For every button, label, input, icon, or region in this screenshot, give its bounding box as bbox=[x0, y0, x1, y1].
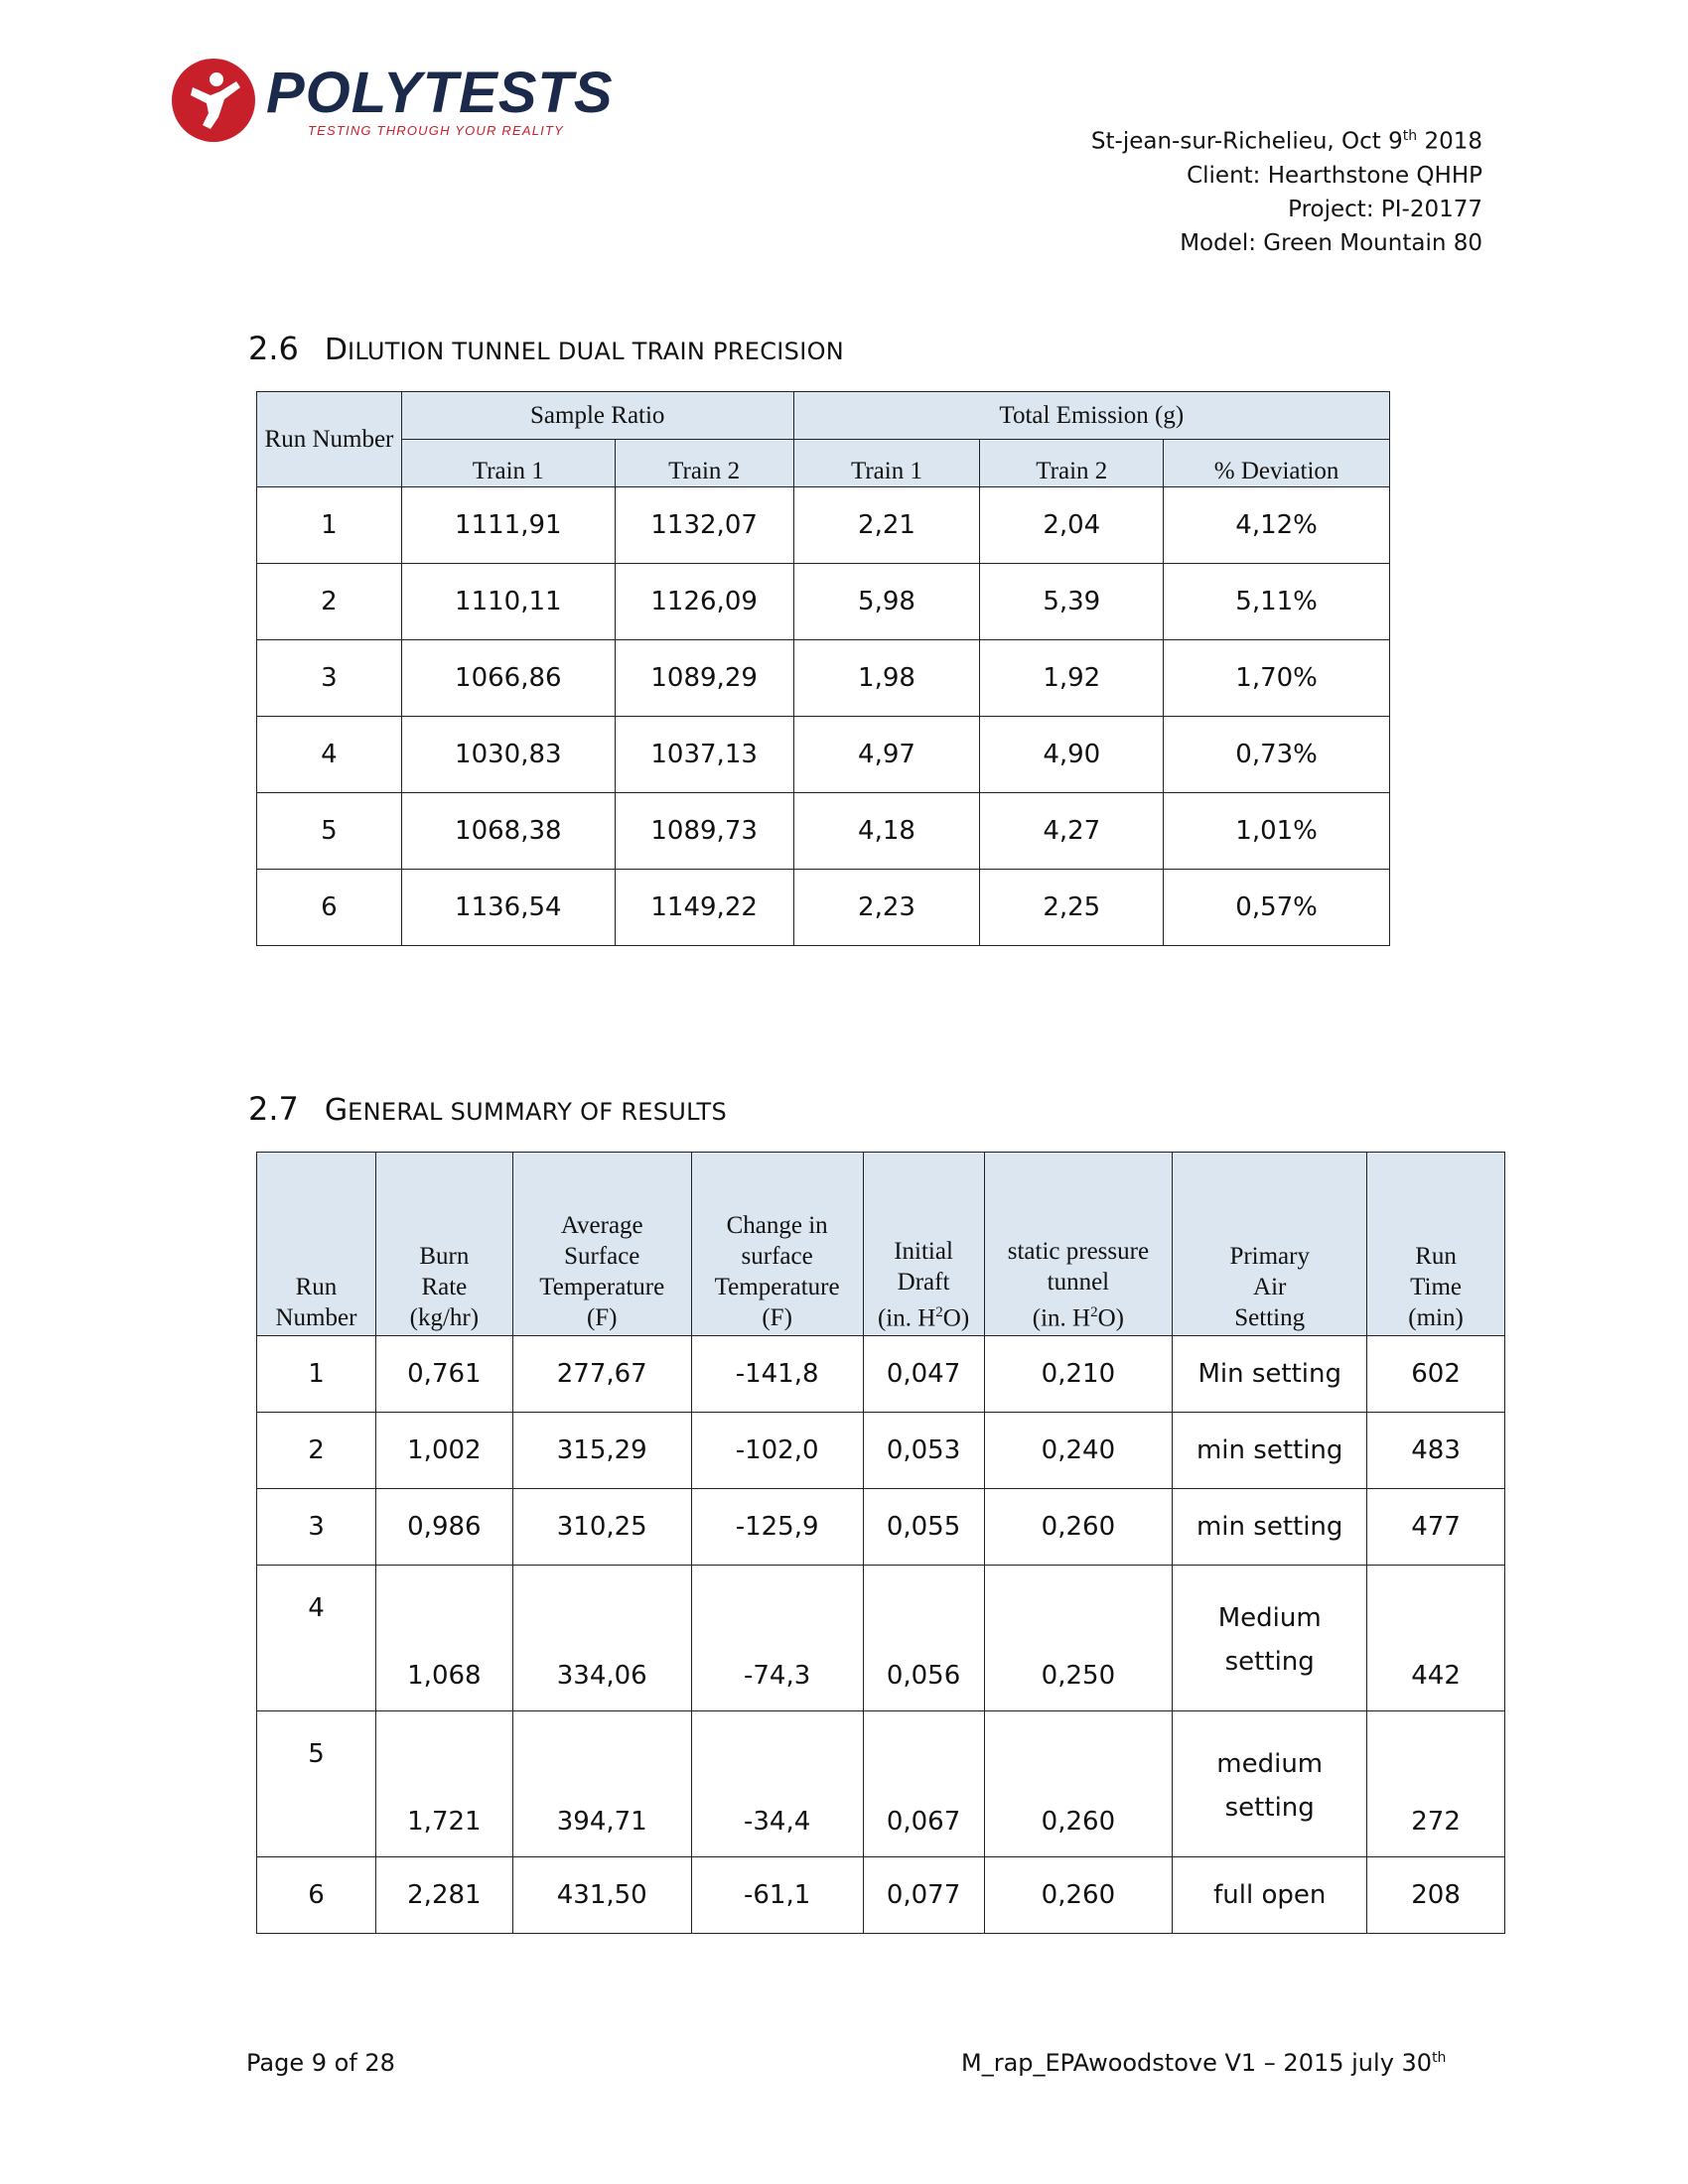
cell: 3 bbox=[257, 1489, 376, 1566]
cell: 1110,11 bbox=[401, 564, 615, 640]
cell: 5 bbox=[257, 1711, 376, 1857]
cell: Min setting bbox=[1173, 1336, 1367, 1413]
cell: 4,27 bbox=[980, 793, 1164, 870]
cell: 602 bbox=[1367, 1336, 1505, 1413]
cell: 4,97 bbox=[793, 717, 980, 793]
cell: 0,250 bbox=[984, 1566, 1173, 1711]
cell: 1,721 bbox=[375, 1711, 512, 1857]
cell: min setting bbox=[1173, 1413, 1367, 1489]
cell: 5,98 bbox=[793, 564, 980, 640]
section-title-dilution: 2.6 DILUTION TUNNEL DUAL TRAIN PRECISION bbox=[248, 330, 845, 367]
col-sr-train2: Train 2 bbox=[615, 440, 793, 487]
table-row bbox=[257, 717, 1390, 793]
cell: 0,210 bbox=[984, 1336, 1173, 1413]
cell: -141,8 bbox=[691, 1336, 863, 1413]
cell: 1,92 bbox=[980, 640, 1164, 717]
table-row bbox=[257, 1489, 1505, 1566]
cell: 0,260 bbox=[984, 1857, 1173, 1934]
cell: 0,067 bbox=[863, 1711, 984, 1857]
cell: 5 bbox=[257, 793, 402, 870]
table-row bbox=[257, 793, 1390, 870]
cell: 0,077 bbox=[863, 1857, 984, 1934]
cell: 1,01% bbox=[1164, 793, 1390, 870]
table-row bbox=[257, 1566, 1505, 1711]
cell: 1126,09 bbox=[615, 564, 793, 640]
cell: 208 bbox=[1367, 1857, 1505, 1934]
cell: 1,068 bbox=[375, 1566, 512, 1711]
cell: 1030,83 bbox=[401, 717, 615, 793]
cell: 1 bbox=[257, 487, 402, 564]
cell: 4,90 bbox=[980, 717, 1164, 793]
col-sr-train1: Train 1 bbox=[401, 440, 615, 487]
cell: 0,761 bbox=[375, 1336, 512, 1413]
cell: 2,21 bbox=[793, 487, 980, 564]
cell: 2,04 bbox=[980, 487, 1164, 564]
col-static-pressure: static pressure tunnel (in. $H^2O$) bbox=[984, 1153, 1173, 1336]
cell: -61,1 bbox=[691, 1857, 863, 1934]
cell: 4,18 bbox=[793, 793, 980, 870]
table-row bbox=[257, 1857, 1505, 1934]
model-line: Model: Green Mountain 80 bbox=[1180, 229, 1482, 256]
cell: 1149,22 bbox=[615, 870, 793, 946]
table-row bbox=[257, 1336, 1505, 1413]
cell: full open bbox=[1173, 1857, 1367, 1934]
section-title-summary: 2.7 GENERAL SUMMARY OF RESULTS bbox=[248, 1090, 728, 1128]
cell: 1132,07 bbox=[615, 487, 793, 564]
document-header bbox=[1091, 119, 1482, 260]
cell: 0,240 bbox=[984, 1413, 1173, 1489]
cell: 272 bbox=[1367, 1711, 1505, 1857]
cell: 277,67 bbox=[512, 1336, 691, 1413]
cell: 310,25 bbox=[512, 1489, 691, 1566]
polytests-logo bbox=[171, 58, 628, 147]
cell: 2,23 bbox=[793, 870, 980, 946]
cell: 394,71 bbox=[512, 1711, 691, 1857]
cell: 2 bbox=[257, 1413, 376, 1489]
cell: 0,57% bbox=[1164, 870, 1390, 946]
cell: 0,056 bbox=[863, 1566, 984, 1711]
col-total-emission: Total Emission (g) bbox=[793, 392, 1389, 440]
cell: Medium setting bbox=[1173, 1566, 1367, 1711]
table-row bbox=[257, 1711, 1505, 1857]
logo-tagline: TESTING THROUGH YOUR REALITY bbox=[308, 123, 564, 138]
cell: 315,29 bbox=[512, 1413, 691, 1489]
cell: 334,06 bbox=[512, 1566, 691, 1711]
cell: -102,0 bbox=[691, 1413, 863, 1489]
table-row bbox=[257, 487, 1390, 564]
dilution-tunnel-table bbox=[256, 391, 1390, 946]
col-avg-surface-temp: Average Surface Temperature (F) bbox=[512, 1153, 691, 1336]
table-row bbox=[257, 564, 1390, 640]
col-burn-rate: Burn Rate (kg/hr) bbox=[375, 1153, 512, 1336]
cell: 477 bbox=[1367, 1489, 1505, 1566]
cell: 1 bbox=[257, 1336, 376, 1413]
cell: min setting bbox=[1173, 1489, 1367, 1566]
cell: 4 bbox=[257, 717, 402, 793]
cell: 1089,73 bbox=[615, 793, 793, 870]
cell: 4 bbox=[257, 1566, 376, 1711]
cell: 6 bbox=[257, 1857, 376, 1934]
cell: 2,281 bbox=[375, 1857, 512, 1934]
cell: 0,053 bbox=[863, 1413, 984, 1489]
table-row bbox=[257, 870, 1390, 946]
cell: 1066,86 bbox=[401, 640, 615, 717]
cell: 1089,29 bbox=[615, 640, 793, 717]
cell: 5,39 bbox=[980, 564, 1164, 640]
cell: 3 bbox=[257, 640, 402, 717]
cell: -74,3 bbox=[691, 1566, 863, 1711]
col-run-number: Run Number bbox=[257, 1153, 376, 1336]
col-te-train2: Train 2 bbox=[980, 440, 1164, 487]
cell: 431,50 bbox=[512, 1857, 691, 1934]
cell: 0,260 bbox=[984, 1711, 1173, 1857]
col-change-surface-temp: Change in surface Temperature (F) bbox=[691, 1153, 863, 1336]
cell: 4,12% bbox=[1164, 487, 1390, 564]
location-date: St-jean-sur-Richelieu, Oct 9th 2018 bbox=[1090, 128, 1482, 155]
cell: 2 bbox=[257, 564, 402, 640]
project-line: Project: PI-20177 bbox=[1288, 196, 1482, 222]
cell: 1037,13 bbox=[615, 717, 793, 793]
cell: 0,986 bbox=[375, 1489, 512, 1566]
col-initial-draft: Initial Draft (in. $H^2O$) bbox=[863, 1153, 984, 1336]
col-primary-air: Primary Air Setting bbox=[1173, 1153, 1367, 1336]
page-number: Page 9 of 28 bbox=[246, 2049, 395, 2077]
col-te-train1: Train 1 bbox=[793, 440, 980, 487]
cell: 5,11% bbox=[1164, 564, 1390, 640]
client-line: Client: Hearthstone QHHP bbox=[1187, 162, 1482, 189]
cell: 1,002 bbox=[375, 1413, 512, 1489]
logo-wordmark: POLYTESTS bbox=[266, 61, 614, 125]
table-row bbox=[257, 1413, 1505, 1489]
col-run-time: Run Time (min) bbox=[1367, 1153, 1505, 1336]
cell: 483 bbox=[1367, 1413, 1505, 1489]
cell: -125,9 bbox=[691, 1489, 863, 1566]
col-sample-ratio: Sample Ratio bbox=[401, 392, 793, 440]
cell: 1068,38 bbox=[401, 793, 615, 870]
cell: 0,055 bbox=[863, 1489, 984, 1566]
cell: 1111,91 bbox=[401, 487, 615, 564]
cell: 1,98 bbox=[793, 640, 980, 717]
runner-logo-icon bbox=[171, 58, 256, 143]
document-reference: M_rap_EPAwoodstove V1 – 2015 july 30th bbox=[961, 2049, 1447, 2077]
col-deviation: % Deviation bbox=[1164, 440, 1390, 487]
cell: medium setting bbox=[1173, 1711, 1367, 1857]
cell: 0,73% bbox=[1164, 717, 1390, 793]
col-run-number: Run Number bbox=[257, 392, 402, 487]
cell: 1136,54 bbox=[401, 870, 615, 946]
general-summary-table bbox=[256, 1152, 1505, 1934]
cell: 442 bbox=[1367, 1566, 1505, 1711]
cell: 2,25 bbox=[980, 870, 1164, 946]
cell: 6 bbox=[257, 870, 402, 946]
cell: 0,047 bbox=[863, 1336, 984, 1413]
cell: 1,70% bbox=[1164, 640, 1390, 717]
table-row bbox=[257, 640, 1390, 717]
cell: -34,4 bbox=[691, 1711, 863, 1857]
cell: 0,260 bbox=[984, 1489, 1173, 1566]
